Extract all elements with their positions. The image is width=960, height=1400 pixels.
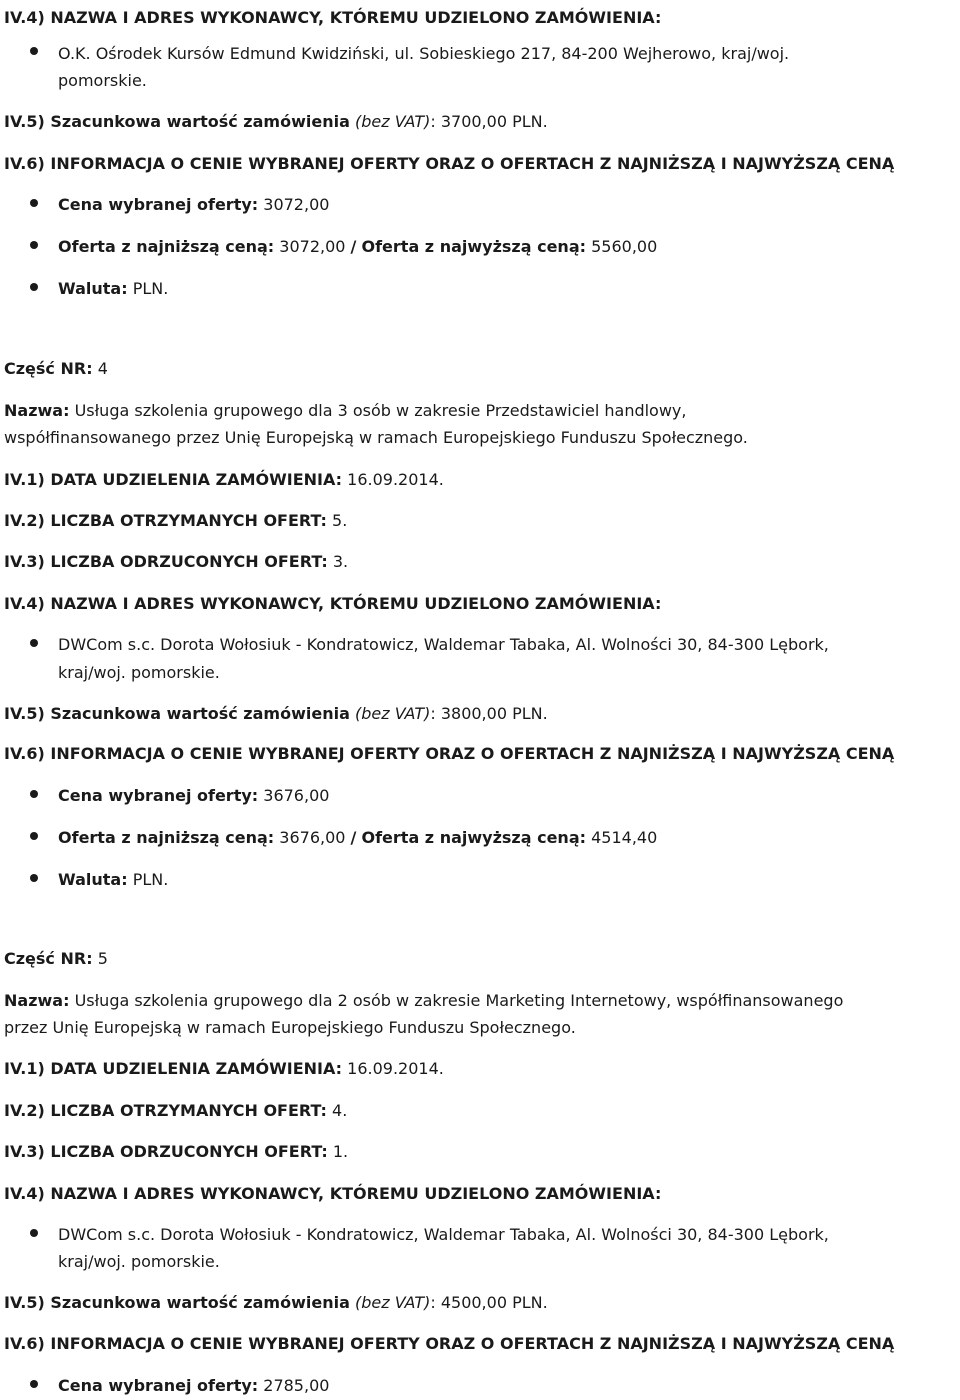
currency: Waluta: PLN. xyxy=(58,279,169,298)
award-date: IV.1) DATA UDZIELENIA ZAMÓWIENIA: 16.09.2014. xyxy=(4,1059,444,1078)
price-info-heading: IV.6) INFORMACJA O CENIE WYBRANEJ OFERTY ORAZ O OFERTACH Z NAJNIŻSZĄ I NAJWYŻSZĄ CENĄ xyxy=(4,744,895,763)
bullet xyxy=(30,241,38,249)
lowest-highest-offer: Oferta z najniższą ceną: 3072,00 / Oferta z najwyższą ceną: 5560,00 xyxy=(58,237,658,256)
offers-rejected: IV.3) LICZBA ODRZUCONYCH OFERT: 1. xyxy=(4,1142,349,1161)
award-date: IV.1) DATA UDZIELENIA ZAMÓWIENIA: 16.09.2014. xyxy=(4,470,444,489)
estimated-value: IV.5) Szacunkowa wartość zamówienia (bez VAT): 3800,00 PLN. xyxy=(4,704,548,723)
estimated-value: IV.5) Szacunkowa wartość zamówienia (bez VAT): 3700,00 PLN. xyxy=(4,112,548,131)
part-name: Nazwa: Usługa szkolenia grupowego dla 2 osób w zakresie Marketing Internetowy, współfinansowanego xyxy=(4,991,844,1010)
estimated-value: IV.5) Szacunkowa wartość zamówienia (bez VAT): 4500,00 PLN. xyxy=(4,1293,548,1312)
part-name: Nazwa: Usługa szkolenia grupowego dla 3 osób w zakresie Przedstawiciel handlowy, xyxy=(4,401,687,420)
contractor-heading: IV.4) NAZWA I ADRES WYKONAWCY, KTÓREMU UDZIELONO ZAMÓWIENIA: xyxy=(4,8,662,27)
bullet xyxy=(30,639,38,647)
offers-received: IV.2) LICZBA OTRZYMANYCH OFERT: 5. xyxy=(4,511,348,530)
currency: Waluta: PLN. xyxy=(58,870,169,889)
offers-received: IV.2) LICZBA OTRZYMANYCH OFERT: 4. xyxy=(4,1101,348,1120)
bullet xyxy=(30,874,38,882)
part-name-cont: przez Unię Europejską w ramach Europejskiego Funduszu Społecznego. xyxy=(4,1018,576,1037)
bullet xyxy=(30,832,38,840)
contractor-address: DWCom s.c. Dorota Wołosiuk - Kondratowicz, Waldemar Tabaka, Al. Wolności 30, 84-300 Lębork, xyxy=(58,635,829,654)
bullet xyxy=(30,199,38,207)
bullet xyxy=(30,1229,38,1237)
lowest-highest-offer: Oferta z najniższą ceną: 3676,00 / Oferta z najwyższą ceną: 4514,40 xyxy=(58,828,658,847)
contractor-heading: IV.4) NAZWA I ADRES WYKONAWCY, KTÓREMU UDZIELONO ZAMÓWIENIA: xyxy=(4,1184,662,1203)
bullet xyxy=(30,283,38,291)
contractor-address-cont: kraj/woj. pomorskie. xyxy=(58,1252,220,1271)
contractor-address-cont: pomorskie. xyxy=(58,71,147,90)
contractor-address: O.K. Ośrodek Kursów Edmund Kwidziński, ul. Sobieskiego 217, 84-200 Wejherowo, kraj/woj. xyxy=(58,44,790,63)
part-number: Część NR: 4 xyxy=(4,359,108,378)
selected-price: Cena wybranej oferty: 3072,00 xyxy=(58,195,330,214)
part-number: Część NR: 5 xyxy=(4,949,108,968)
bullet xyxy=(30,1380,38,1388)
price-info-heading: IV.6) INFORMACJA O CENIE WYBRANEJ OFERTY ORAZ O OFERTACH Z NAJNIŻSZĄ I NAJWYŻSZĄ CENĄ xyxy=(4,1334,895,1353)
selected-price: Cena wybranej oferty: 3676,00 xyxy=(58,786,330,805)
selected-price: Cena wybranej oferty: 2785,00 xyxy=(58,1376,330,1395)
contractor-address-cont: kraj/woj. pomorskie. xyxy=(58,663,220,682)
bullet xyxy=(30,47,38,55)
bullet xyxy=(30,790,38,798)
contractor-heading: IV.4) NAZWA I ADRES WYKONAWCY, KTÓREMU UDZIELONO ZAMÓWIENIA: xyxy=(4,594,662,613)
part-name-cont: współfinansowanego przez Unię Europejską w ramach Europejskiego Funduszu Społecznego. xyxy=(4,428,748,447)
offers-rejected: IV.3) LICZBA ODRZUCONYCH OFERT: 3. xyxy=(4,552,349,571)
contractor-address: DWCom s.c. Dorota Wołosiuk - Kondratowicz, Waldemar Tabaka, Al. Wolności 30, 84-300 Lębork, xyxy=(58,1225,829,1244)
price-info-heading: IV.6) INFORMACJA O CENIE WYBRANEJ OFERTY ORAZ O OFERTACH Z NAJNIŻSZĄ I NAJWYŻSZĄ CENĄ xyxy=(4,154,895,173)
